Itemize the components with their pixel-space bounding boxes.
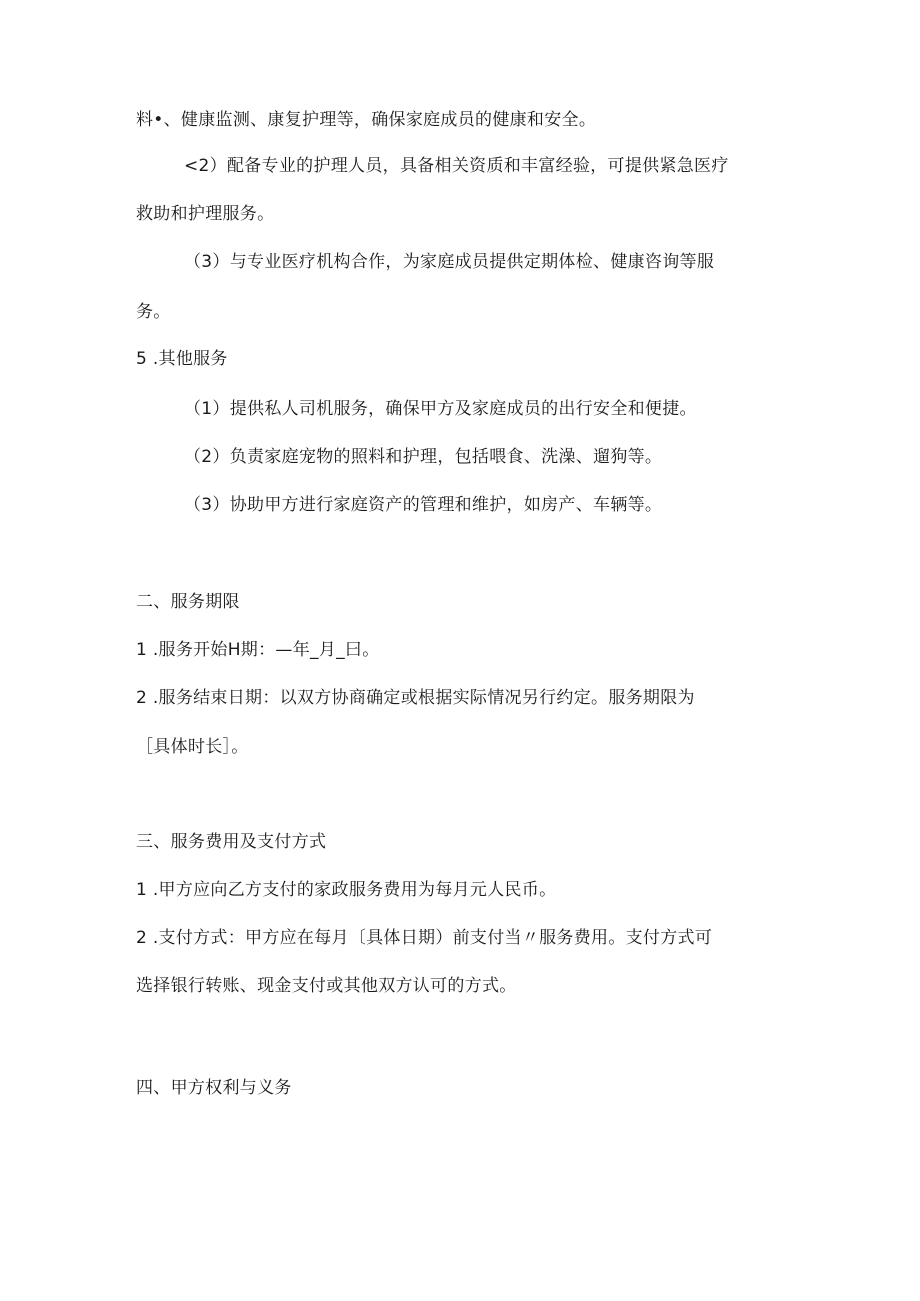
section-heading-party-a-rights: 四、甲方权利与义务 bbox=[136, 1078, 292, 1098]
paragraph-line-2: <2）配备专业的护理人员，具备相关资质和丰富经验，可提供紧急医疗 bbox=[184, 156, 729, 176]
paragraph-line-4: （3）与专业医疗机构合作，为家庭成员提供定期体检、健康咨询等服 bbox=[184, 252, 715, 272]
fees-item-2-cont: 选择银行转账、现金支付或其他双方认可的方式。 bbox=[136, 976, 517, 996]
service-term-item-2-cont: ［具体时长］。 bbox=[136, 737, 249, 757]
section-heading-fees: 三、服务费用及支付方式 bbox=[136, 832, 327, 852]
service-term-item-2: 2 .服务结束日期：以双方协商确定或根据实际情况另行约定。服务期限为 bbox=[136, 688, 695, 708]
paragraph-line-5: 务。 bbox=[136, 302, 171, 322]
service-term-item-1: 1 .服务开始H期：—年_月_曰。 bbox=[136, 640, 380, 660]
paragraph-line-1: 料•、健康监测、康复护理等，确保家庭成员的健康和安全。 bbox=[136, 110, 597, 130]
section-heading-other-services: 5 .其他服务 bbox=[136, 349, 228, 369]
list-item-3: （3）协助甲方进行家庭资产的管理和维护，如房产、车辆等。 bbox=[184, 495, 663, 515]
fees-item-2: 2 .支付方式：甲方应在每月〔具体日期）前支付当〃服务费用。支付方式可 bbox=[136, 928, 713, 948]
list-item-1: （1）提供私人司机服务，确保甲方及家庭成员的出行安全和便捷。 bbox=[184, 399, 697, 419]
fees-item-1: 1 .甲方应向乙方支付的家政服务费用为每月元人民币。 bbox=[136, 880, 557, 900]
section-heading-service-term: 二、服务期限 bbox=[136, 592, 240, 612]
list-item-2: （2）负责家庭宠物的照料和护理，包括喂食、洗澡、遛狗等。 bbox=[184, 447, 663, 467]
paragraph-line-3: 救助和护理服务。 bbox=[136, 204, 275, 224]
